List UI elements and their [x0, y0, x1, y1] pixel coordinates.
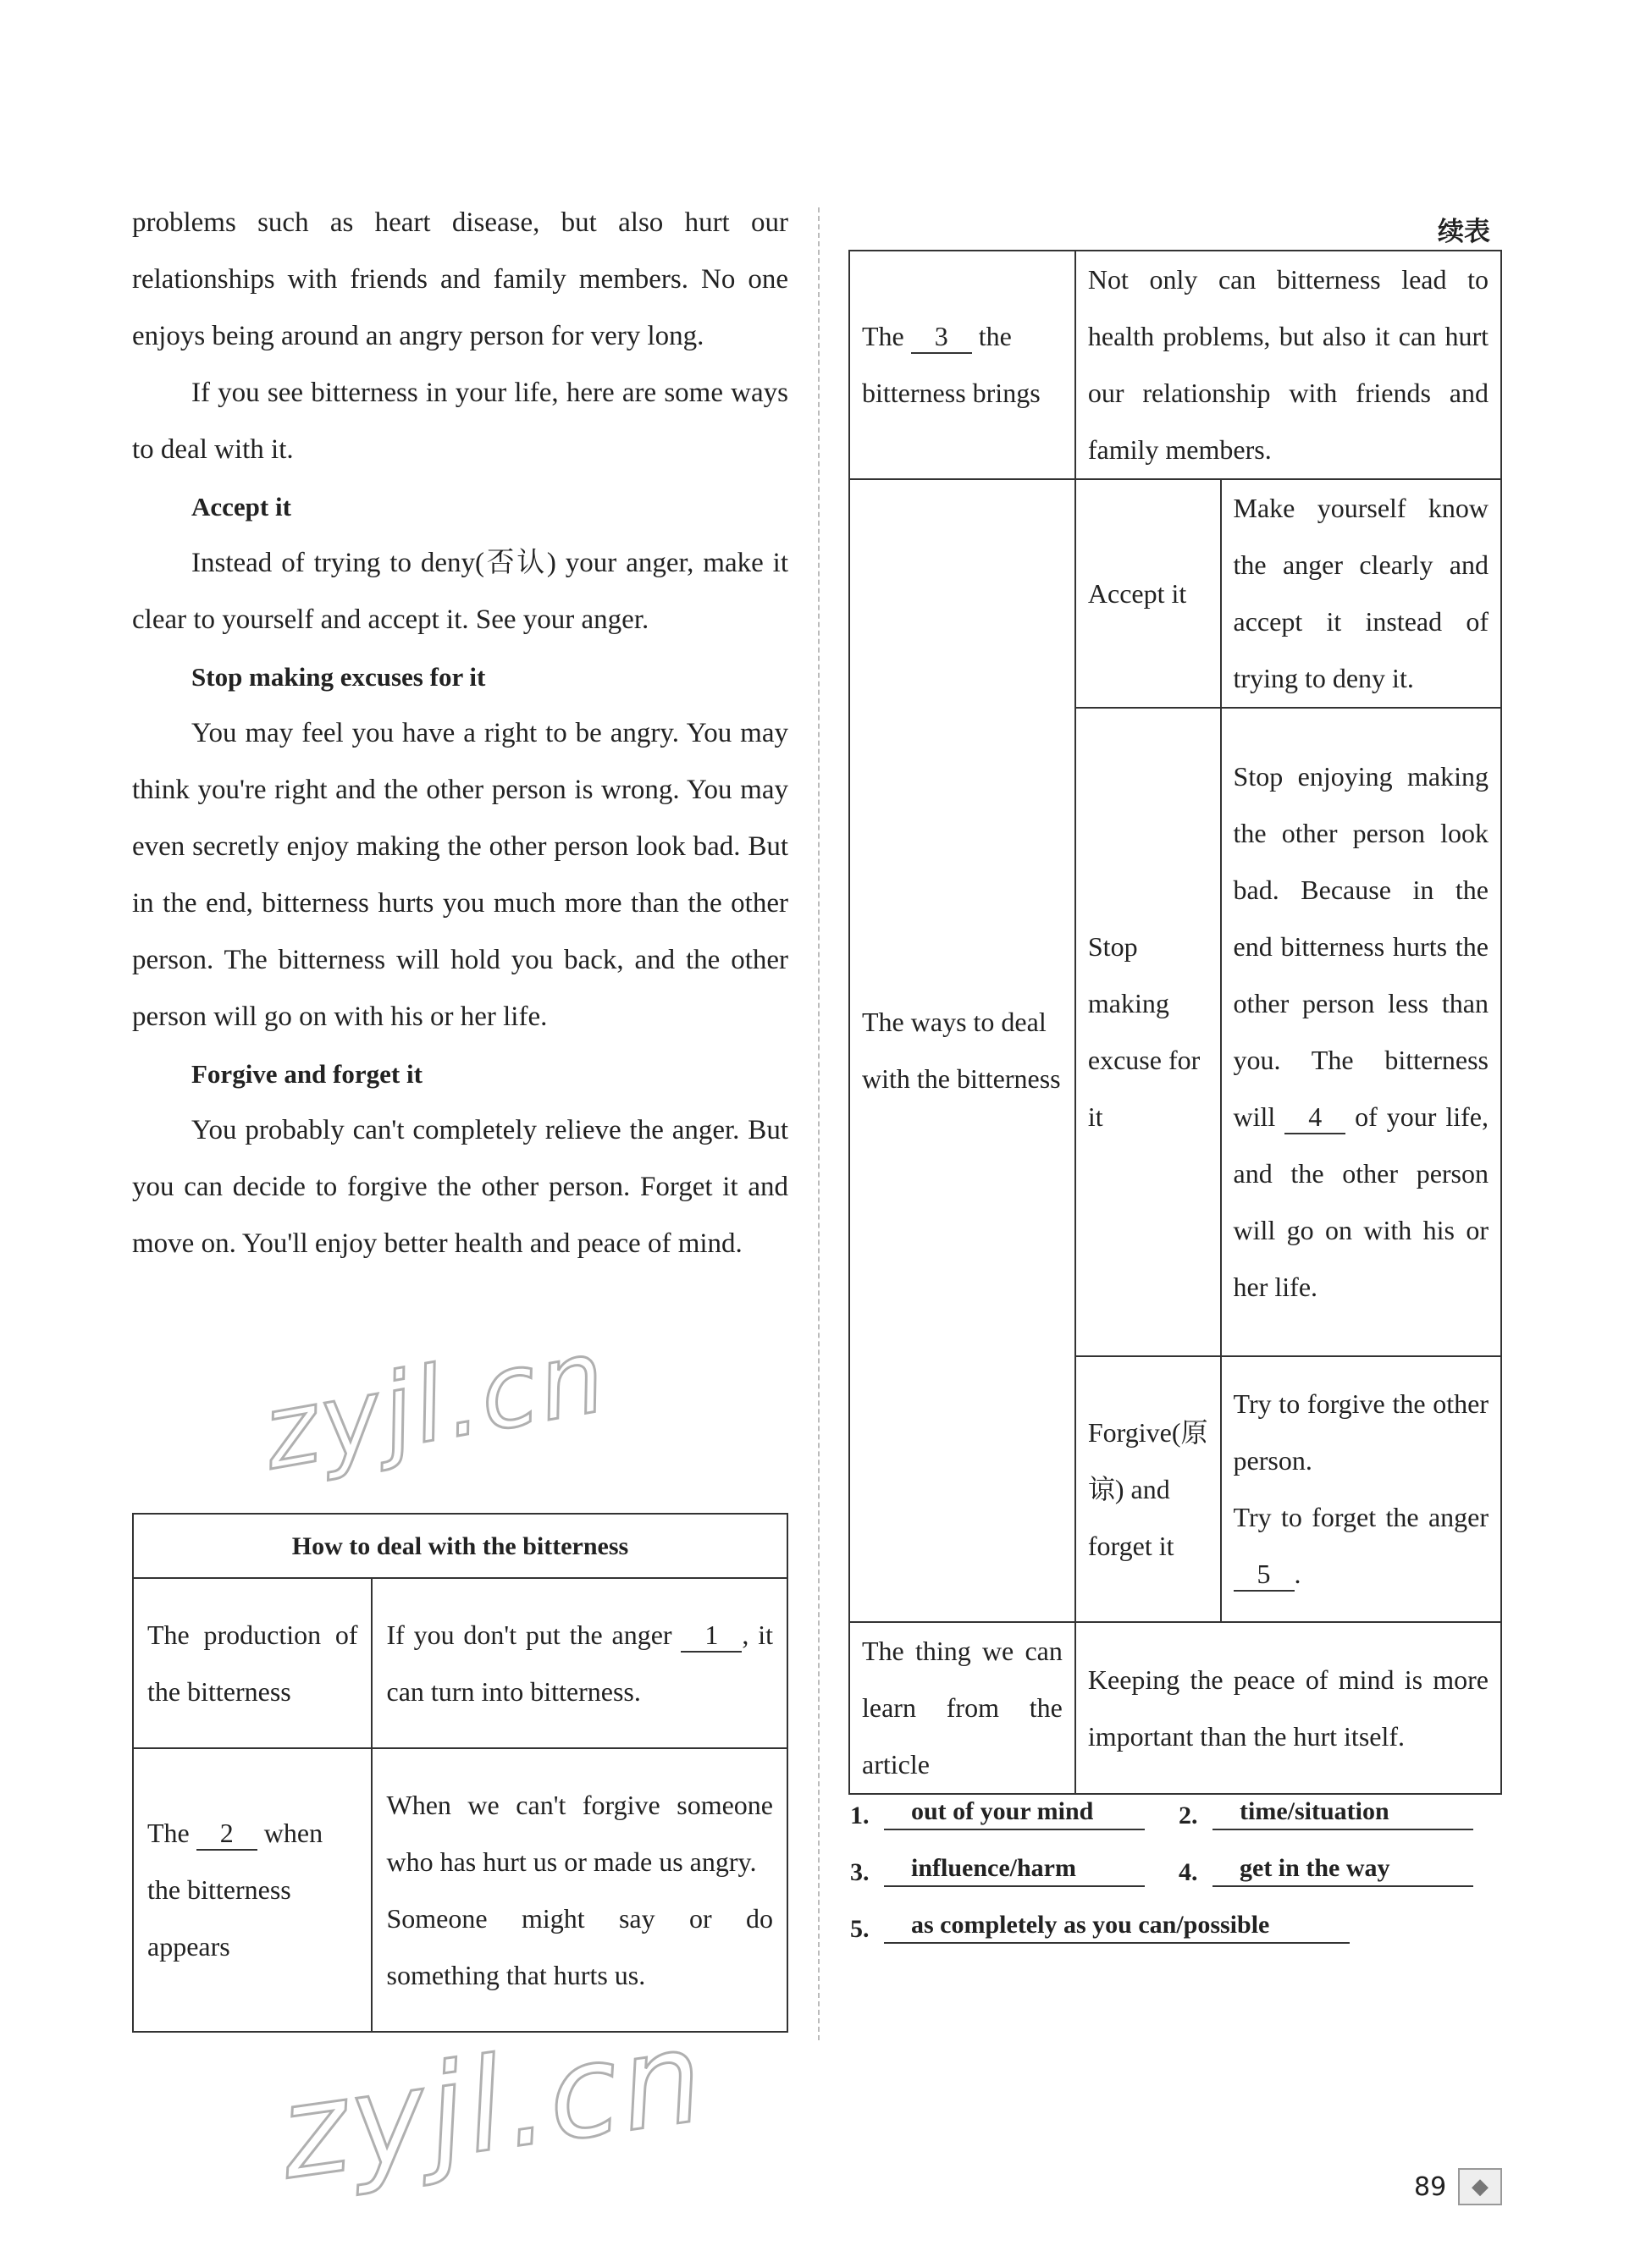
sub-text-stop: Stop enjoying making the other person look bad. Because in the end bitterness hurts the other person less than you. The bitterness will 4 of your life, and the other person will go on with his or her life. — [1221, 708, 1501, 1356]
blank-5[interactable]: 5 — [1234, 1558, 1295, 1592]
row-label-effects: The 3 the bitterness brings — [849, 251, 1075, 479]
continued-label: 续表 — [1438, 217, 1490, 247]
row-label-learn: The thing we can learn from the article — [849, 1622, 1075, 1794]
row-label-when: The 2 when the bitterness appears — [133, 1748, 372, 2032]
page-number: 89 — [1414, 2172, 1447, 2202]
sub-text-accept: Make yourself know the anger clearly and accept it instead of trying to deny it. — [1221, 479, 1501, 708]
answer-key — [850, 1774, 1502, 1944]
blank-3[interactable]: 3 — [911, 320, 972, 354]
sub-label-accept: Accept it — [1075, 479, 1221, 708]
section-heading: Forgive and forget it — [191, 1059, 423, 1089]
paragraph: You may feel you have a right to be angry. You may think you're right and the other person is wrong. You may even secretly enjoy making the other person look bad. But in the end, bitterness hurts you much more than the other person. The bitterness will hold you back, and the other person will go on with his or her life. — [132, 718, 788, 1032]
blank-1[interactable]: 1 — [681, 1619, 742, 1653]
summary-table-part1 — [132, 1513, 788, 2033]
watermark: zyjl.cn — [271, 2002, 715, 2209]
answer-item: 3. influence/harm — [850, 1853, 1179, 1887]
answer-item: 4. get in the way — [1179, 1853, 1473, 1887]
row-text-production: If you don't put the anger 1 , it can turn into bitterness. — [372, 1578, 787, 1748]
paragraph: If you see bitterness in your life, here are some ways to deal with it. — [132, 378, 788, 465]
diamond-icon: ◆ — [1458, 2168, 1502, 2205]
row-text-when: When we can't forgive someone who has hurt us or made us angry. Someone might say or do something that hurts us. — [372, 1748, 787, 2032]
sub-text-forgive: Try to forgive the other person. Try to forget the anger 5 . — [1221, 1356, 1501, 1622]
section-heading: Accept it — [191, 492, 291, 521]
sub-label-forgive: Forgive(原谅) and forget it — [1075, 1356, 1221, 1622]
blank-2[interactable]: 2 — [196, 1817, 257, 1851]
watermark: zyjl.cn — [255, 1316, 616, 1493]
column-divider — [818, 207, 820, 2040]
row-text-learn: Keeping the peace of mind is more important than the hurt itself. — [1075, 1622, 1501, 1794]
paragraph: You probably can't completely relieve the anger. But you can decide to forgive the other person. Forget it and move on. You'll enjoy better health and peace of mind. — [132, 1115, 788, 1259]
table-title: How to deal with the bitterness — [133, 1514, 787, 1578]
row-label-ways: The ways to deal with the bitterness — [849, 479, 1075, 1622]
article-left-column — [132, 195, 788, 1272]
row-text-effects: Not only can bitterness lead to health problems, but also it can hurt our relationship with friends and family members. — [1075, 251, 1501, 479]
paragraph: problems such as heart disease, but also hurt our relationships with friends and family members. No one enjoys being around an angry person for very long. — [132, 207, 788, 351]
answer-item: 5. as completely as you can/possible — [850, 1910, 1350, 1944]
answer-item: 1. out of your mind — [850, 1796, 1179, 1830]
answer-item: 2. time/situation — [1179, 1796, 1473, 1830]
section-heading: Stop making excuses for it — [191, 662, 486, 692]
row-label-production: The production of the bitterness — [133, 1578, 372, 1748]
sub-label-stop: Stop making excuse for it — [1075, 708, 1221, 1356]
paragraph: Instead of trying to deny(否认) your anger, make it clear to yourself and accept it. See your anger. — [132, 548, 788, 635]
summary-table-part2 — [848, 250, 1502, 1795]
blank-4[interactable]: 4 — [1284, 1101, 1345, 1134]
